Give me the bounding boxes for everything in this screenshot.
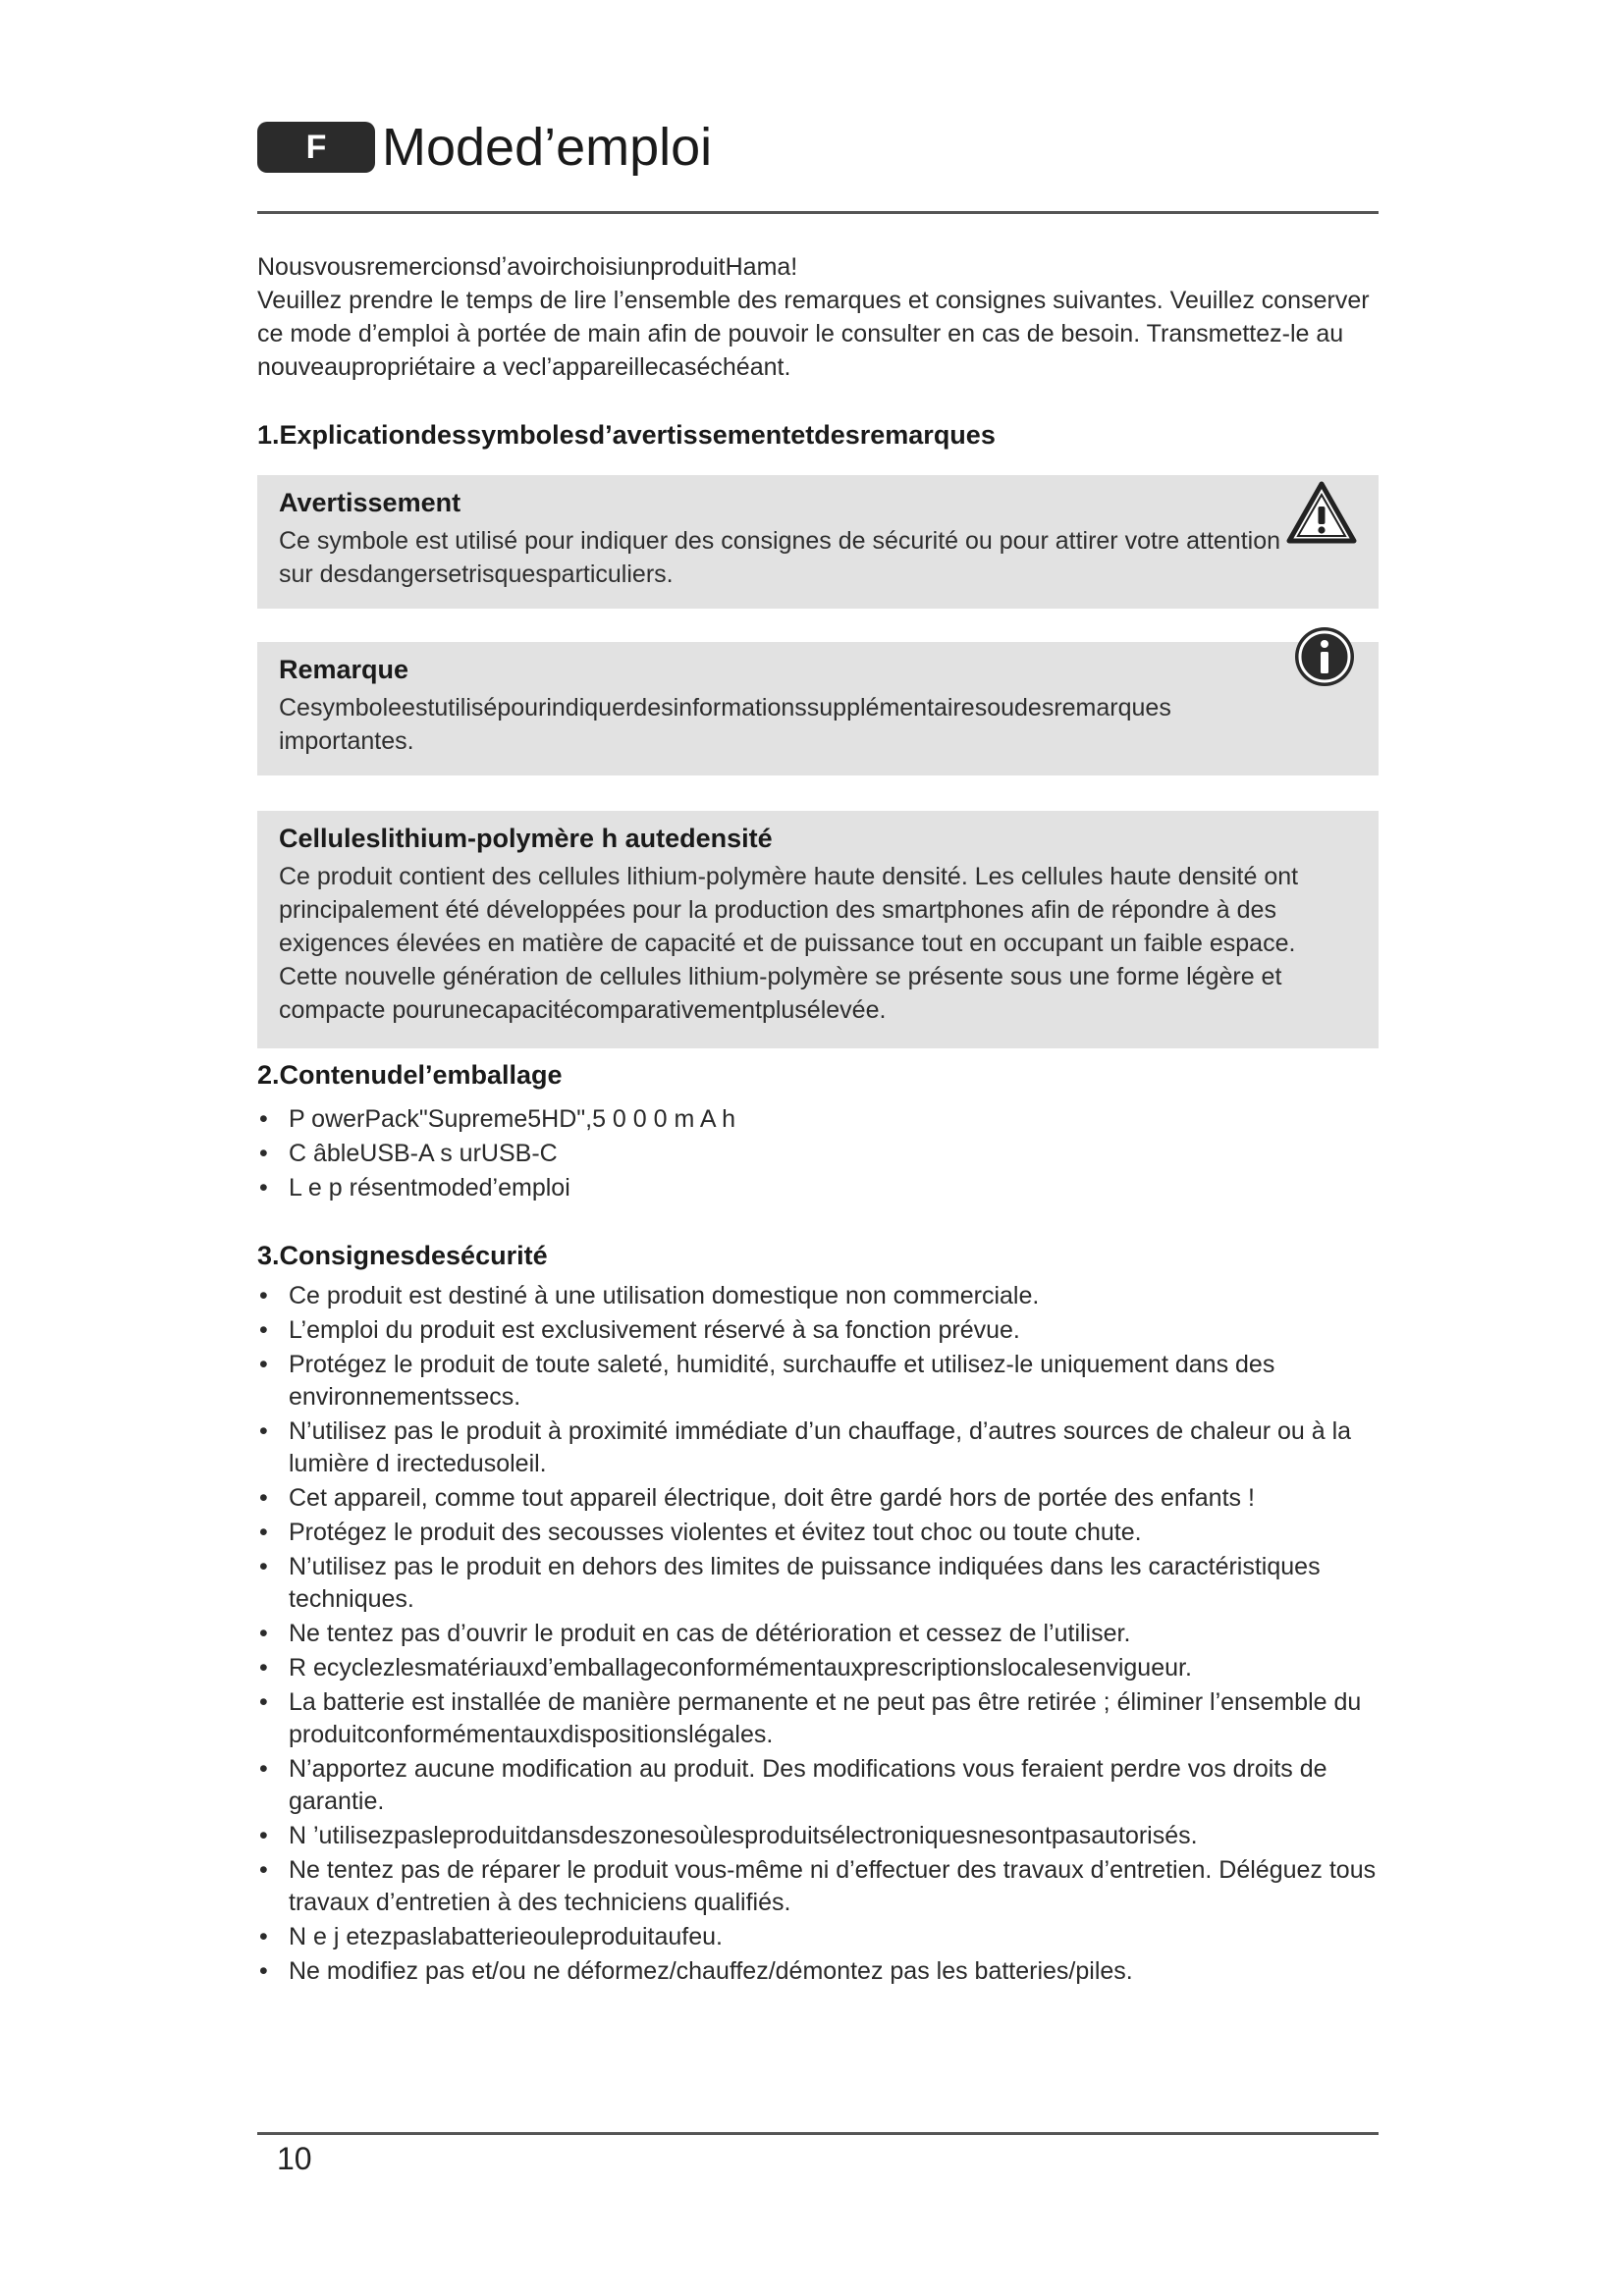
list-item: • Ne tentez pas d’ouvrir le produit en cas de détérioration et cessez de l’utiliser. xyxy=(257,1618,1379,1650)
list-item: • N’utilisez pas le produit en dehors des limites de puissance indiquées dans les caractéristiques techniques. xyxy=(257,1551,1379,1616)
page-header xyxy=(257,118,1379,214)
list-item: • L e p résentmoded’emploi xyxy=(257,1172,1379,1204)
list-item: • La batterie est installée de manière permanente et ne peut pas être retirée ; éliminer l’ensemble du produitconformémentauxdispositionslégales. xyxy=(257,1686,1379,1751)
note-box xyxy=(257,642,1379,775)
list-item: • C âbleUSB-A s urUSB-C xyxy=(257,1138,1379,1170)
list-item: • Ce produit est destiné à une utilisation domestique non commerciale. xyxy=(257,1280,1379,1312)
intro xyxy=(257,250,1379,384)
intro-paragraph: Veuillez prendre le temps de lire l’ensemble des remarques et consignes suivantes. Veuillez conserver ce mode d’emploi à portée de main afin de pouvoir le consulter en cas de besoin. Transmettez-le au nouveaupropriétaire a vecl’appareillecaséchéant. xyxy=(257,287,1370,381)
list-item: • N ’utilisezpasleproduitdansdeszonesoùlesproduitsélectroniquesnesontpasautorisés. xyxy=(257,1820,1379,1852)
warning-text: Ce symbole est utilisé pour indiquer des consignes de sécurité ou pour attirer votre attention sur desdangersetrisquesparticuliers. xyxy=(279,527,1281,588)
warning-title: Avertissement xyxy=(279,488,461,517)
page-number: 10 xyxy=(277,2141,312,2176)
list-item: • Ne tentez pas de réparer le produit vous-même ni d’effectuer des travaux d’entretien. Déléguez tous travaux d’entretien à des techniciens qualifiés. xyxy=(257,1854,1379,1919)
list-item: • R ecyclezlesmatériauxd’emballageconformémentauxprescriptionslocalesenvigueur. xyxy=(257,1652,1379,1684)
footer-rule xyxy=(257,2132,1379,2135)
language-badge: F xyxy=(257,122,375,173)
section-heading-package-contents: 2.Contenudel’emballage xyxy=(257,1060,563,1090)
warning-triangle-icon xyxy=(1286,481,1357,549)
info-icon xyxy=(1292,624,1357,694)
lithium-cells-box xyxy=(257,811,1379,1048)
warning-box xyxy=(257,475,1379,609)
list-item: • N e j etezpaslabatterieouleproduitaufeu. xyxy=(257,1921,1379,1953)
lithium-cells-text: Ce produit contient des cellules lithium-polymère haute densité. Les cellules haute densité ont principalement été développées pour la production des smartphones afin de répondre à des exigences élevées en matière de capacité et de puissance tout en occupant un faible espace. Cette nouvelle génération de cellules lithium-polymère se présente sous une forme légère et compacte pourunecapacitécomparativementplusélevée. xyxy=(279,863,1299,1024)
lithium-cells-title: Celluleslithium-polymère h autedensité xyxy=(279,824,773,853)
package-contents-list xyxy=(257,1103,1379,1206)
page-title: Moded’emploi xyxy=(382,118,713,177)
section-heading-safety: 3.Consignesdesécurité xyxy=(257,1241,548,1270)
list-item: • Cet appareil, comme tout appareil électrique, doit être gardé hors de portée des enfants ! xyxy=(257,1482,1379,1515)
list-item: • Ne modifiez pas et/ou ne déformez/chauffez/démontez pas les batteries/piles. xyxy=(257,1955,1379,1988)
intro-thanks: NousvousremercionsdʼavoirchoisiunproduitHama! xyxy=(257,253,798,281)
note-title: Remarque xyxy=(279,655,409,684)
list-item: • L’emploi du produit est exclusivement réservé à sa fonction prévue. xyxy=(257,1314,1379,1347)
list-item: • N’utilisez pas le produit à proximité immédiate d’un chauffage, d’autres sources de chaleur ou à la lumière d irectedusoleil. xyxy=(257,1415,1379,1480)
note-text: Cesymboleestutilisépourindiquerdesinformationssupplémentairesoudesremarques importantes. xyxy=(279,694,1171,755)
safety-list xyxy=(257,1280,1379,1990)
list-item: • Protégez le produit de toute saleté, humidité, surchauffe et utilisez-le uniquement dans des environnementssecs. xyxy=(257,1349,1379,1414)
list-item: • P owerPack"Supreme5HD",5 0 0 0 m A h xyxy=(257,1103,1379,1136)
section-heading-symbols: 1.Explicationdessymbolesd’avertissementetdesremarques xyxy=(257,420,996,450)
list-item: • Protégez le produit des secousses violentes et évitez tout choc ou toute chute. xyxy=(257,1517,1379,1549)
list-item: • N’apportez aucune modification au produit. Des modifications vous feraient perdre vos droits de garantie. xyxy=(257,1753,1379,1818)
